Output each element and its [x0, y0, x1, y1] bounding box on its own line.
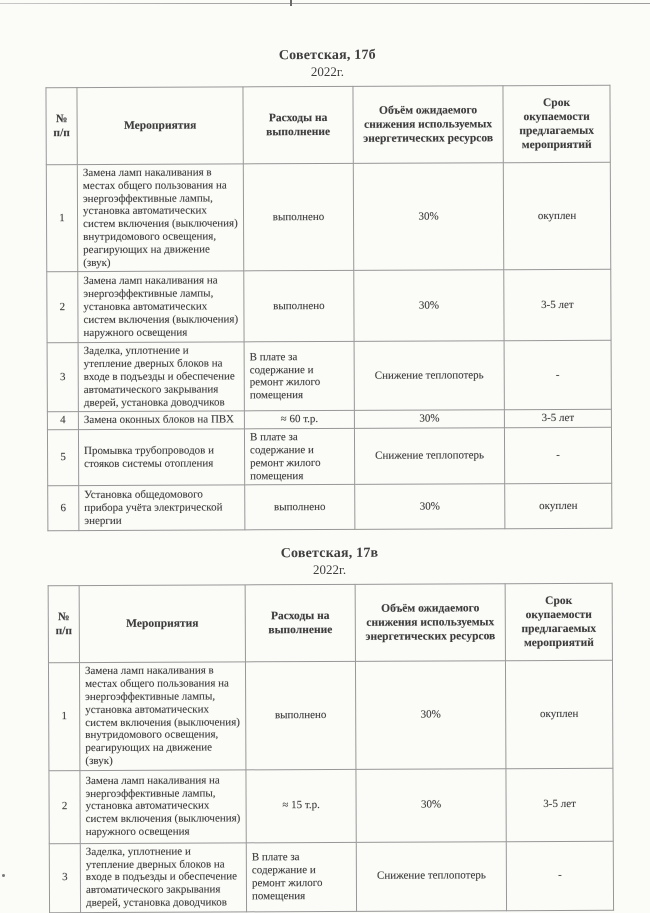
table-row — [49, 841, 613, 912]
column-header-number: № п/п — [46, 88, 77, 165]
column-header-number: № п/п — [48, 586, 79, 663]
column-header-costs: Расходы на выполнение — [243, 86, 353, 163]
cell-measure: Установка общедомового прибора учёта электрической энергии — [79, 485, 245, 531]
address-title: Советская, 17б — [278, 47, 376, 64]
cell-payback: окуплен — [505, 661, 612, 769]
cell-payback: 3-5 лет — [504, 410, 611, 428]
cell-num: 3 — [47, 343, 78, 412]
table-body — [48, 661, 613, 913]
cell-cost: В плате за содержание и ремонт жилого помещения — [244, 342, 354, 411]
cell-payback: - — [504, 427, 611, 484]
cell-reduction: Снижение теплопотерь — [354, 428, 504, 485]
header-row — [48, 584, 612, 663]
cell-cost: выполнено — [245, 662, 355, 770]
column-header-reduction: Объём ожидаемого снижения используемых энергетических ресурсов — [355, 584, 505, 662]
measures-table — [48, 583, 614, 913]
section-titles — [47, 545, 611, 578]
table-head — [48, 584, 612, 663]
cell-cost: выполнено — [244, 271, 354, 342]
cell-num: 2 — [49, 770, 80, 843]
cell-cost: ≈ 60 т.р. — [244, 411, 354, 429]
cell-cost: В плате за содержание и ремонт жилого помещения — [246, 842, 356, 911]
cell-reduction: Снижение теплопотерь — [354, 341, 504, 411]
cell-num: 6 — [48, 486, 79, 531]
column-header-measures: Мероприятия — [79, 585, 245, 663]
cell-cost: выполнено — [245, 485, 355, 530]
cell-measure: Заделка, уплотнение и утепление дверных блоков на входе в подъезды и обеспечение автоматического закрывания дверей, установка доводчиков — [80, 843, 246, 913]
cell-cost: выполнено — [243, 163, 353, 271]
cell-measure: Замена ламп накаливания на энергоэффективные лампы, установка автоматических систем включения (выключения) наружного освещения — [78, 271, 244, 343]
cell-num: 1 — [46, 165, 77, 273]
column-header-payback: Срок окупаемости предлагаемых мероприятий — [503, 85, 610, 162]
cell-cost: В плате за содержание и ремонт жилого помещения — [244, 429, 354, 486]
cell-measure: Промывка трубопроводов и стояков системы отопления — [78, 429, 244, 486]
table-head — [46, 85, 610, 164]
measures-table — [45, 85, 612, 532]
address-title: Советская, 17в — [280, 546, 379, 562]
table-row — [47, 427, 611, 486]
cell-reduction: 30% — [355, 484, 505, 530]
cell-measure: Замена оконных блоков на ПВХ — [78, 411, 244, 430]
cell-num: 1 — [48, 663, 79, 771]
table-row — [47, 341, 611, 412]
table-row — [48, 484, 612, 531]
cell-reduction: 30% — [355, 661, 505, 769]
table-row — [47, 270, 611, 343]
cell-reduction: Снижение теплопотерь — [356, 841, 506, 911]
cell-reduction: 30% — [354, 270, 504, 342]
table-row — [46, 162, 610, 272]
cell-measure: Замена ламп накаливания в местах общего пользования на энергоэффективные лампы, установка автоматических систем включения (выключения) внутридомового освещения, реагирующих на движение (звук) — [77, 164, 243, 272]
table-body — [46, 162, 612, 531]
cell-payback: 3-5 лет — [506, 768, 613, 841]
cell-reduction: 30% — [356, 768, 506, 842]
table-row — [48, 661, 612, 771]
section-sovetskaya-17b — [0, 47, 650, 532]
cell-num: 4 — [47, 412, 78, 430]
section-titles — [45, 47, 609, 80]
column-header-reduction: Объём ожидаемого снижения используемых энергетических ресурсов — [353, 86, 503, 164]
cell-reduction: 30% — [353, 163, 503, 271]
cell-payback: - — [504, 341, 611, 410]
column-header-measures: Мероприятия — [77, 87, 243, 165]
section-sovetskaya-17v — [0, 545, 650, 913]
year-subtitle: 2022г. — [312, 562, 347, 578]
cell-measure: Замена ламп накаливания в местах общего пользования на энергоэффективные лампы, установка автоматических систем включения (выключения) внутридомового освещения, реагирующих на движение (звук) — [79, 662, 245, 770]
cell-cost: ≈ 15 т.р. — [246, 769, 356, 842]
column-header-costs: Расходы на выполнение — [245, 585, 355, 662]
cell-num: 3 — [49, 843, 80, 912]
cell-payback: 3-5 лет — [504, 270, 611, 341]
header-row — [46, 85, 610, 164]
cell-measure: Заделка, уплотнение и утепление дверных блоков на входе в подъезды и обеспечение автоматического закрывания дверей, установка доводчиков — [78, 342, 244, 412]
table-row — [49, 768, 613, 843]
cell-reduction: 30% — [354, 410, 504, 428]
cell-measure: Замена ламп накаливания на энергоэффективные лампы, установка автоматических систем включения (выключения) наружного освещения — [80, 770, 246, 844]
column-header-payback: Срок окупаемости предлагаемых мероприятий — [505, 584, 612, 661]
cell-num: 2 — [47, 272, 78, 343]
cell-payback: окуплен — [505, 484, 612, 529]
cell-num: 5 — [47, 430, 78, 486]
cell-payback: - — [506, 841, 613, 910]
year-subtitle: 2022г. — [310, 63, 344, 80]
cell-payback: окуплен — [503, 162, 610, 270]
